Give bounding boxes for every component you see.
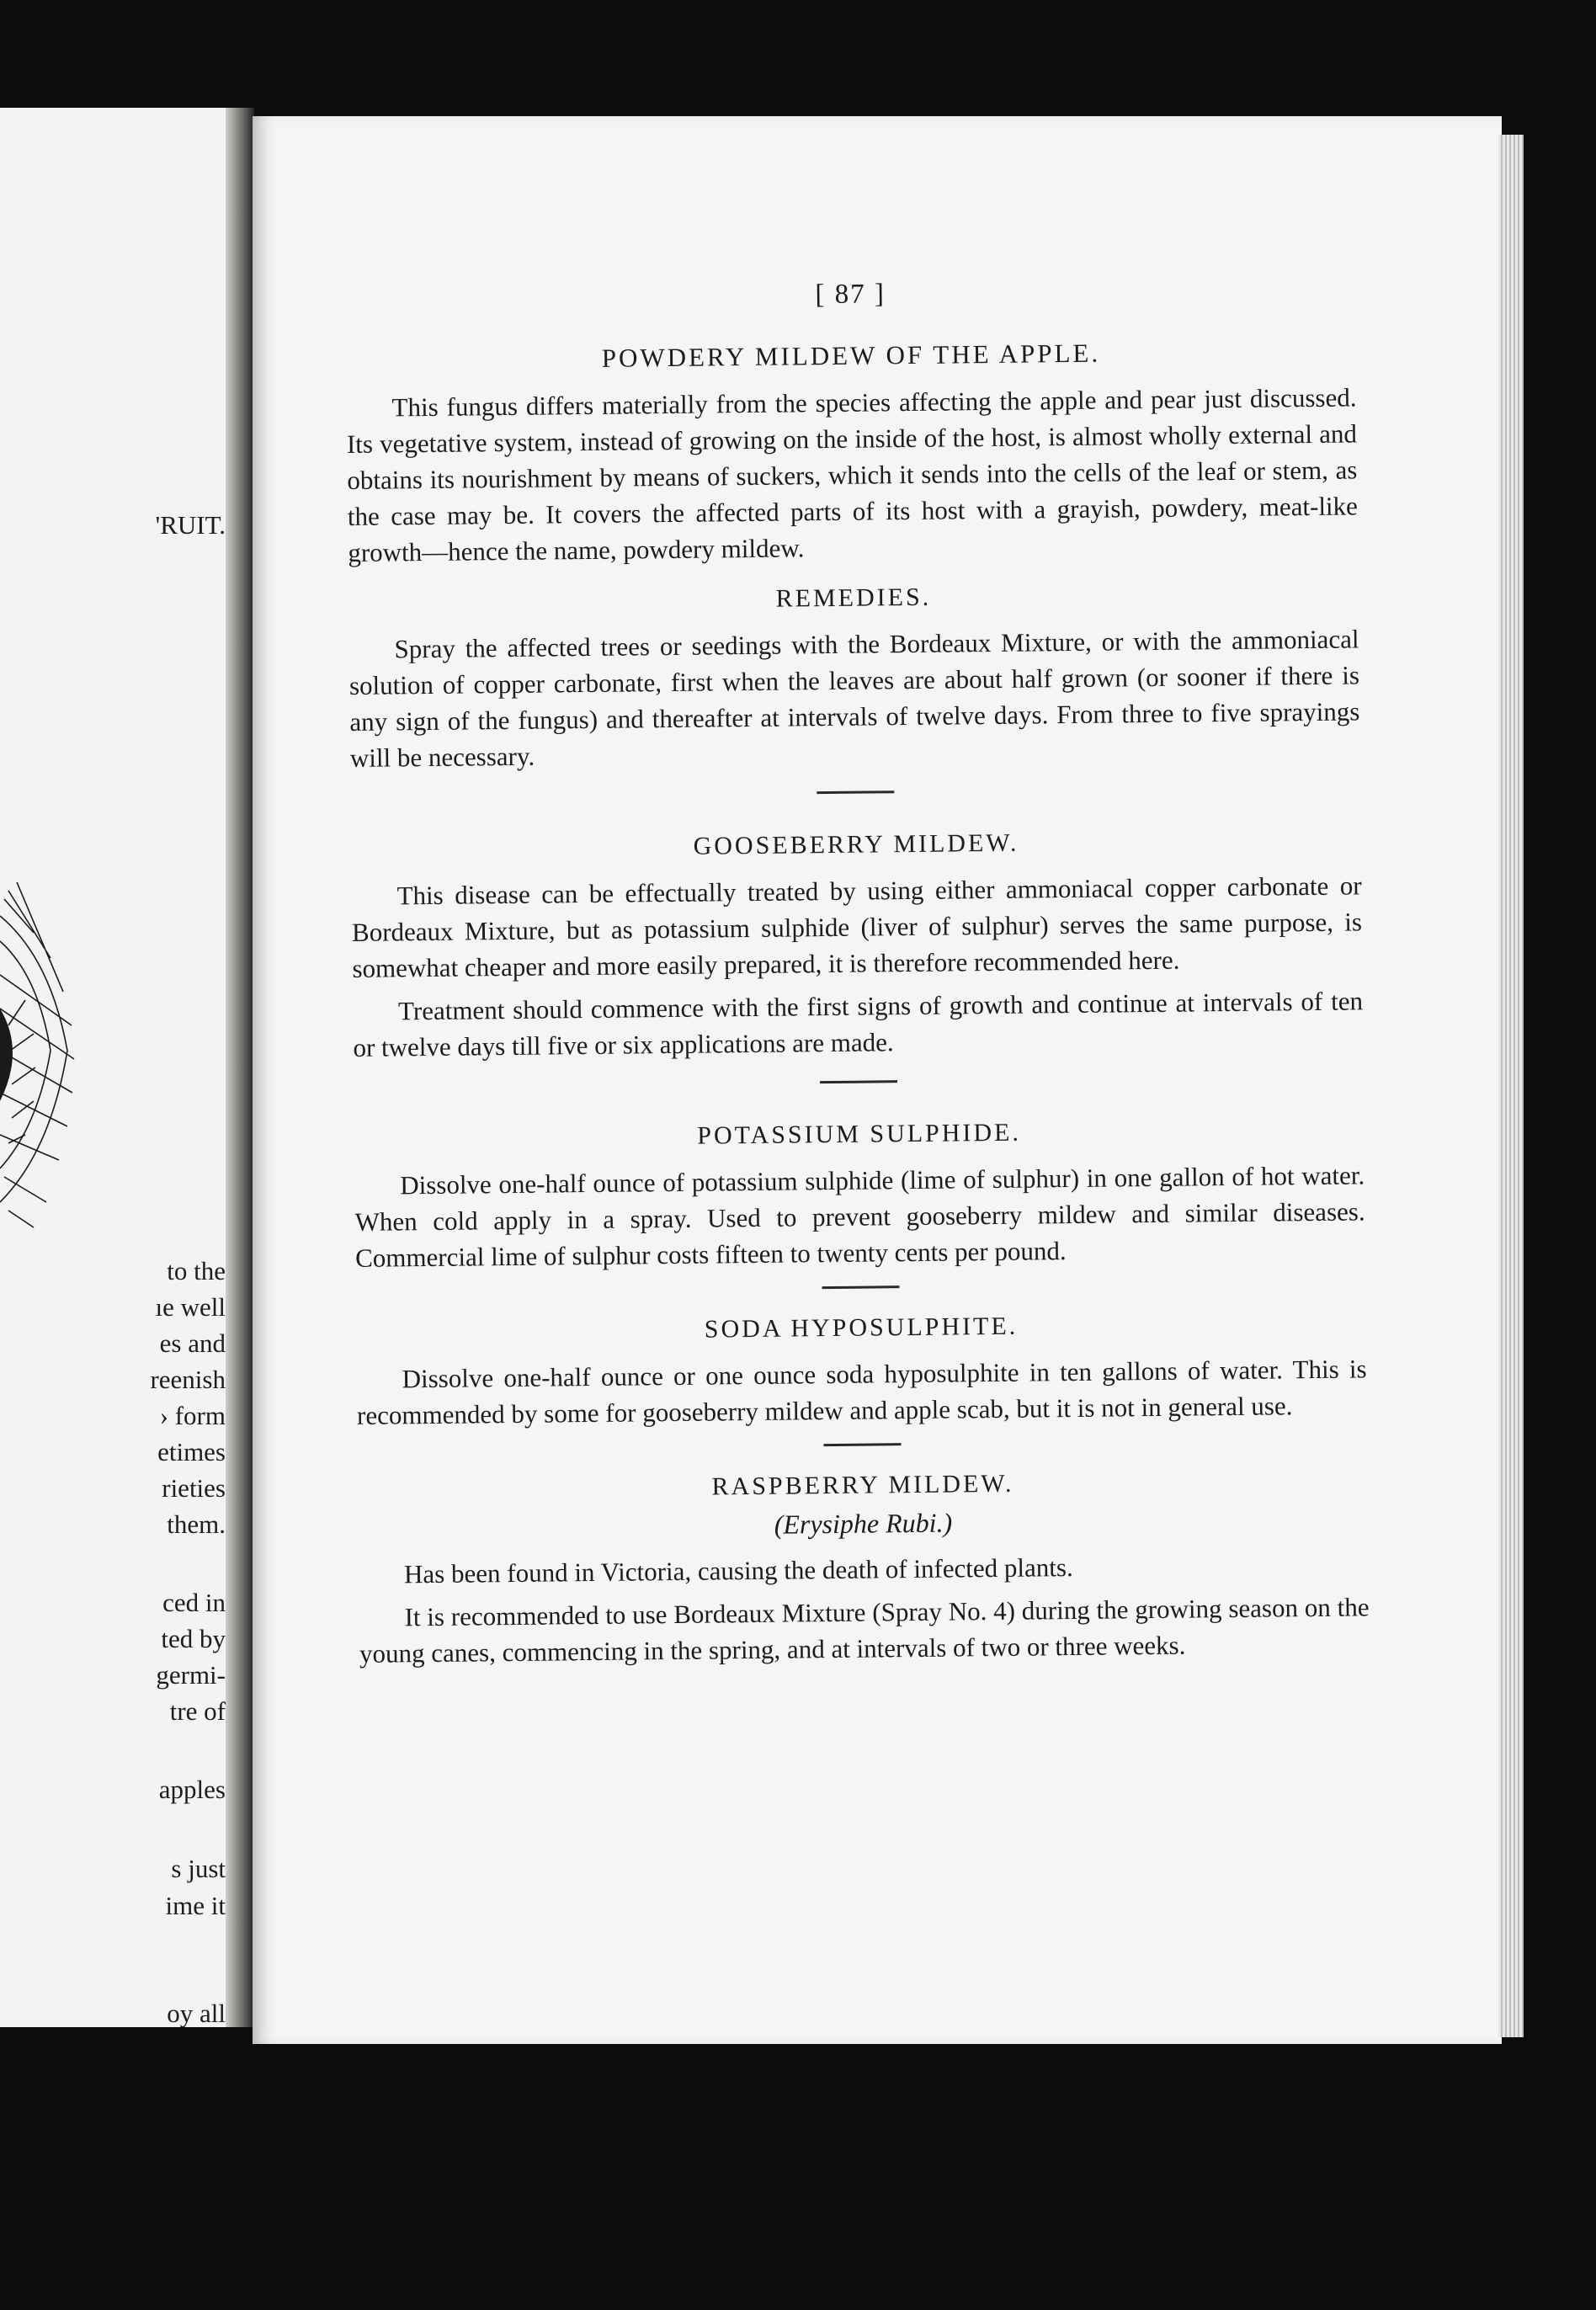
section-subheading-latin-name: (Erysiphe Rubi.) <box>774 1507 953 1540</box>
section-heading-soda-hyposulphite: SODA HYPOSULPHITE. <box>704 1312 1019 1344</box>
book-gutter <box>226 108 254 2027</box>
left-page-text-fragment: ıe well <box>155 1292 226 1322</box>
page-number: [ 87 ] <box>815 279 886 311</box>
section-heading-raspberry-mildew: RASPBERRY MILDEW. <box>711 1469 1014 1501</box>
left-page-text-fragment: › form <box>159 1401 226 1430</box>
left-page-text-fragment: 'RUIT. <box>155 510 226 540</box>
left-page-text-fragment: rieties <box>162 1473 226 1503</box>
paragraph: Dissolve one-half ounce or one ounce soda hyposulphite in ten gallons of water. This is recommended by some for gooseberry mildew and apple scab, but it is not in general use. <box>356 1354 1367 1430</box>
left-page-text-fragment: tre of <box>169 1696 226 1726</box>
paragraph: Spray the affected trees or seedings with the Bordeaux Mixture, or with the ammoniacal solution of copper carbonate, first when the leaves are about half grown (or sooner if there is any sign of the fungus) and thereafter at intervals of twelve days. From three to five sprayings will be necessary. <box>348 624 1360 773</box>
left-page-text-fragment: germi- <box>156 1660 226 1690</box>
section-divider <box>822 1285 899 1289</box>
section-heading-gooseberry-mildew: GOOSEBERRY MILDEW. <box>693 828 1019 860</box>
paragraph: Treatment should commence with the first signs of growth and continue at intervals of ten or twelve days till five or six applications are made. <box>353 986 1364 1062</box>
left-page-text-fragment: s just <box>171 1854 226 1883</box>
left-page-text-fragment: oy all <box>167 1999 226 2027</box>
section-heading-potassium-sulphide: POTASSIUM SULPHIDE. <box>697 1118 1022 1150</box>
paragraph: Has been found in Victoria, causing the death of infected plants. <box>403 1552 1073 1589</box>
left-page-text-fragment: ced in <box>162 1588 226 1617</box>
section-heading-powdery-mildew-apple: POWDERY MILDEW OF THE APPLE. <box>601 338 1101 373</box>
left-page-text-fragment: es and <box>159 1328 226 1358</box>
section-divider <box>820 1080 897 1083</box>
right-page <box>253 116 1502 2044</box>
left-page-text-fragment: to the <box>167 1256 226 1285</box>
page-content <box>345 274 1370 1678</box>
section-heading-remedies: REMEDIES. <box>775 583 932 613</box>
left-page-text-fragment: apples <box>158 1775 226 1804</box>
left-page-text-fragment: etimes <box>157 1437 226 1466</box>
section-divider <box>817 790 894 794</box>
paragraph: Dissolve one-half ounce of potassium sulphide (lime of sulphur) in one gallon of hot water. When cold apply in a spray. Used to prevent gooseberry mildew and similar diseases. Commercial lime of sulphur costs fifteen to twenty cents per pound. <box>354 1160 1365 1273</box>
section-divider <box>823 1443 901 1446</box>
page-block-edge <box>1498 135 1524 2037</box>
left-page-text-fragment: reenish <box>150 1365 226 1394</box>
left-page-text-fragment: ime it <box>165 1891 226 1920</box>
left-facing-page <box>0 108 242 2027</box>
paragraph: This fungus differs materially from the species affecting the apple and pear just discussed. Its vegetative system, instead of growing on the inside of the host, is almost wholly external and obtains its nourishment by means of suckers, which it sends into the cells of the leaf or stem, as the case may be. It covers the affected parts of its host with a grayish, powdery, meat-like growth—hence the name, powdery mildew. <box>346 382 1359 567</box>
paragraph: It is recommended to use Bordeaux Mixture (Spray No. 4) during the growing season on the young canes, commencing in the spring, and at intervals of two or three weeks. <box>359 1592 1370 1669</box>
paragraph: This disease can be effectually treated by using either ammoniacal copper carbonate or Bordeaux Mixture, but as potassium sulphide (liver of sulphur) serves the same purpose, is somewhat cheaper and more easily prepared, it is therefore recommended here. <box>351 870 1363 983</box>
left-page-text-fragment: ted by <box>161 1624 226 1653</box>
left-page-text-fragment: them. <box>167 1509 226 1539</box>
engraving-illustration-fragment <box>0 882 76 1236</box>
